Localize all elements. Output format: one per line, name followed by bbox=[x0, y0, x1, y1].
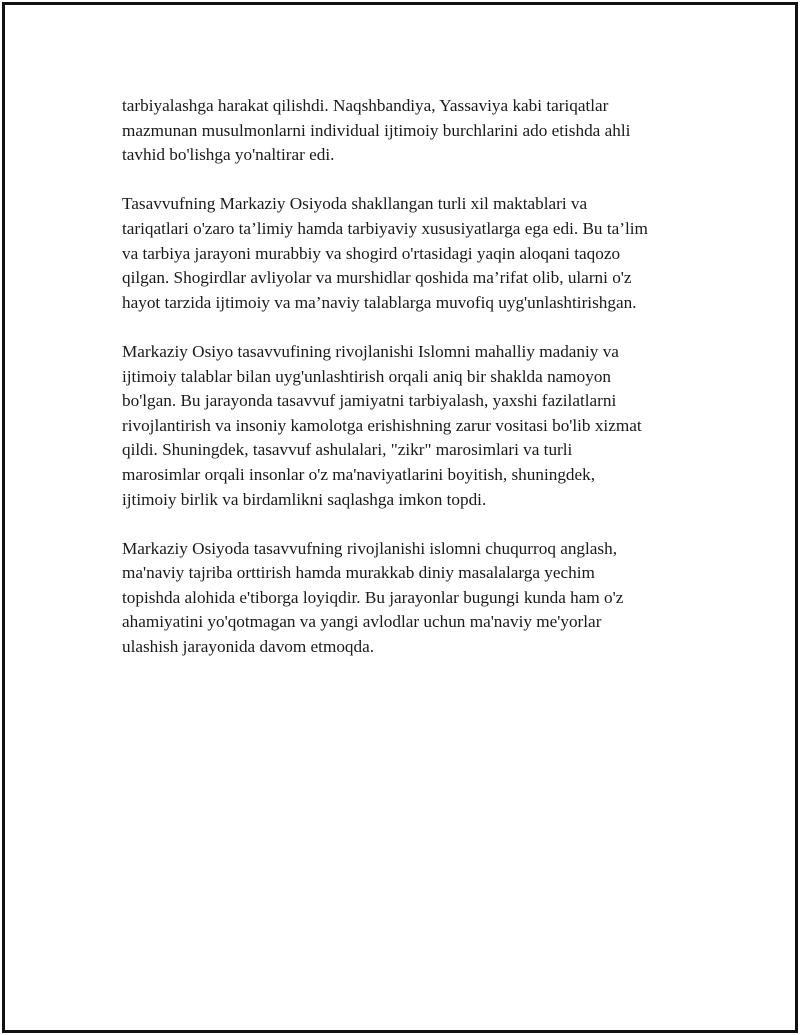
paragraph-3 bbox=[122, 340, 702, 512]
text-line: qilgan. Shogirdlar avliyolar va murshidlar qoshida ma’rifat olib, ularni o'z bbox=[122, 268, 632, 288]
text-line: hayot tarzida ijtimoiy va ma’naviy talablarga muvofiq uyg'unlashtirishgan. bbox=[122, 292, 637, 312]
text-line: marosimlar orqali insonlar o'z ma'naviyatlarini boyitish, shuningdek, bbox=[122, 464, 596, 484]
text-line: tarbiyalashga harakat qilishdi. Naqshbandiya, Yassaviya kabi tariqatlar bbox=[122, 96, 609, 115]
text-line: rivojlantirish va insoniy kamolotga erishishning zarur vositasi bo'lib xizmat bbox=[122, 415, 642, 435]
text-line: ahamiyatini yo'qotmagan va yangi avlodlar uchun ma'naviy me'yorlar bbox=[122, 612, 602, 632]
text-line: tariqatlari o'zaro ta’limiy hamda tarbiyaviy xususiyatlarga ega edi. Bu ta’lim bbox=[122, 218, 648, 238]
paragraph-2 bbox=[122, 192, 702, 315]
text-line: bo'lgan. Bu jarayonda tasavvuf jamiyatni tarbiyalash, yaxshi fazilatlarni bbox=[122, 391, 617, 411]
paragraph-4 bbox=[122, 537, 702, 660]
paragraph-1 bbox=[122, 94, 702, 168]
text-line: Tasavvufning Markaziy Osiyoda shakllangan turli xil maktablari va bbox=[122, 194, 588, 214]
text-line: ijtimoiy talablar bilan uyg'unlashtirish orqali aniq bir shaklda namoyon bbox=[122, 366, 612, 386]
text-line: va tarbiya jarayoni murabbiy va shogird o'rtasidagi yaqin aloqani taqozo bbox=[122, 243, 621, 263]
document-body bbox=[122, 94, 702, 684]
text-line: Markaziy Osiyo tasavvufining rivojlanishi Islomni mahalliy madaniy va bbox=[122, 341, 619, 361]
text-line: ma'naviy tajriba orttirish hamda murakkab diniy masalalarga yechim bbox=[122, 563, 595, 583]
page-frame bbox=[2, 2, 798, 1033]
text-line: ijtimoiy birlik va birdamlikni saqlashga imkon topdi. bbox=[122, 489, 487, 509]
text-line: mazmunan musulmonlarni individual ijtimoiy burchlarini ado etishda ahli bbox=[122, 120, 631, 140]
text-line: Markaziy Osiyoda tasavvufning rivojlanishi islomni chuqurroq anglash, bbox=[122, 538, 618, 558]
text-line: ulashish jarayonida davom etmoqda. bbox=[122, 637, 375, 657]
text-line: qildi. Shuningdek, tasavvuf ashulalari, "zikr" marosimlari va turli bbox=[122, 440, 573, 460]
text-line: tavhid bo'lishga yo'naltirar edi. bbox=[122, 145, 335, 165]
text-line: topishda alohida e'tiborga loyiqdir. Bu jarayonlar bugungi kunda ham o'z bbox=[122, 587, 624, 607]
